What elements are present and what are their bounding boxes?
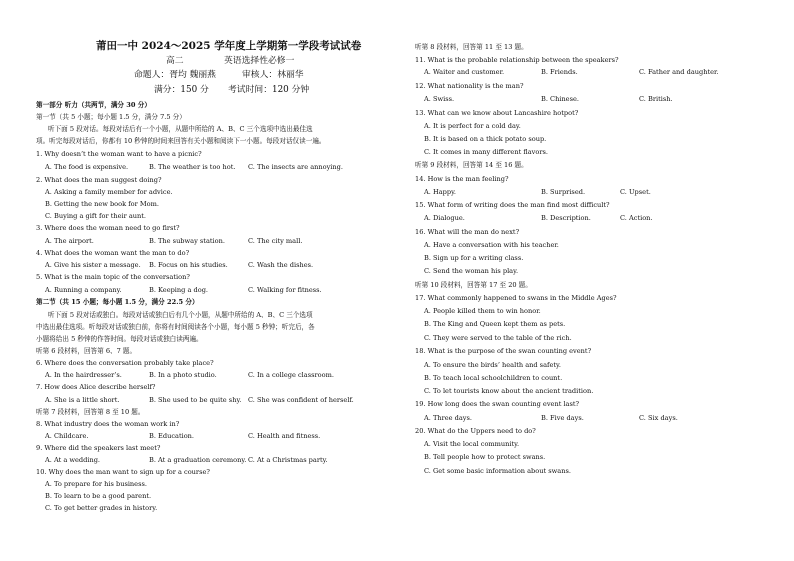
question-15-option-a[interactable]: A. Dialogue. [424, 214, 465, 222]
question-15-stem: 15. What form of writing does the man find most difficult? [415, 201, 610, 209]
question-14-option-a[interactable]: A. Happy. [424, 188, 457, 196]
question-7-option-b[interactable]: B. She used to be quite shy. [149, 396, 242, 404]
material-9-note: 听第 9 段材料，回答第 14 至 16 题。 [415, 161, 528, 169]
sec2-instruction-1: 听下面 5 段对话或独白。每段对话或独白后有几个小题，从题中所给的 A、B、C 三个选项 [48, 311, 313, 319]
question-1-stem: 1. Why doesn’t the woman want to have a picnic? [36, 150, 202, 158]
question-18-stem: 18. What is the purpose of the swan counting event? [415, 347, 592, 355]
exam-title: 莆田一中 2024～2025 学年度上学期第一学段考试试卷 [96, 40, 362, 52]
subject-label: 英语选择性必修一 [224, 56, 295, 66]
question-7-stem: 7. How does Alice describe herself? [36, 383, 156, 391]
question-8-option-c[interactable]: C. Health and fitness. [248, 432, 321, 440]
question-20-option-b[interactable]: B. Tell people how to protect swans. [424, 453, 546, 461]
question-6-option-b[interactable]: B. In a photo studio. [149, 371, 217, 379]
question-4-option-b[interactable]: B. Focus on his studies. [149, 261, 228, 269]
question-12-option-c[interactable]: C. British. [639, 95, 673, 103]
question-10-option-b[interactable]: B. To learn to be a good parent. [45, 492, 152, 500]
question-8-option-b[interactable]: B. Education. [149, 432, 195, 440]
question-1-option-a[interactable]: A. The food is expensive. [45, 163, 129, 171]
question-20-option-a[interactable]: A. Visit the local community. [424, 440, 520, 448]
question-18-option-b[interactable]: B. To teach local schoolchildren to count. [424, 374, 563, 382]
question-6-option-a[interactable]: A. In the hairdresser’s. [45, 371, 122, 379]
question-2-stem: 2. What does the man suggest doing? [36, 176, 162, 184]
question-1-option-b[interactable]: B. The weather is too hot. [149, 163, 236, 171]
question-3-option-a[interactable]: A. The airport. [45, 237, 94, 245]
material-10-note: 听第 10 段材料，回答第 17 至 20 题。 [415, 281, 532, 289]
time-label: 考试时间：120 分钟 [228, 85, 310, 95]
question-16-option-b[interactable]: B. Sign up for a writing class. [424, 254, 524, 262]
question-12-stem: 12. What nationality is the man? [415, 82, 524, 90]
question-15-option-c[interactable]: C. Action. [620, 214, 653, 222]
question-14-option-c[interactable]: C. Upset. [620, 188, 651, 196]
question-9-stem: 9. Where did the speakers last meet? [36, 444, 161, 452]
question-5-option-c[interactable]: C. Walking for fitness. [248, 286, 322, 294]
question-16-option-a[interactable]: A. Have a conversation with his teacher. [424, 241, 559, 249]
question-4-stem: 4. What does the woman want the man to do? [36, 249, 190, 257]
sec2-instruction-2: 中选出最佳选项。听每段对话或独白前，你将有时间阅读各个小题，每小题 5 秒钟；听完后，各 [36, 323, 315, 331]
question-5-option-a[interactable]: A. Running a company. [45, 286, 122, 294]
question-19-option-b[interactable]: B. Five days. [541, 414, 584, 422]
question-2-option-c[interactable]: C. Buying a gift for their aunt. [45, 212, 147, 220]
question-2-option-b[interactable]: B. Getting the new book for Mom. [45, 200, 159, 208]
question-11-option-b[interactable]: B. Friends. [541, 68, 578, 76]
question-4-option-a[interactable]: A. Give his sister a message. [45, 261, 141, 269]
question-3-option-b[interactable]: B. The subway station. [149, 237, 225, 245]
sec1-instruction-2: 项。听完每段对话后，你都有 10 秒钟的时间来回答有关小题和阅读下一小题。每段对话仅读一遍。 [36, 137, 326, 145]
question-9-option-c[interactable]: C. At a Christmas party. [248, 456, 328, 464]
material-7-note: 听第 7 段材料，回答第 8 至 10 题。 [36, 408, 145, 416]
setters-label: 命题人：胥均 魏丽燕 [134, 70, 216, 80]
question-15-option-b[interactable]: B. Description. [541, 214, 591, 222]
question-5-option-b[interactable]: B. Keeping a dog. [149, 286, 209, 294]
question-17-option-c[interactable]: C. They were served to the table of the rich. [424, 334, 572, 342]
question-10-stem: 10. Why does the man want to sign up for a course? [36, 468, 210, 476]
question-8-stem: 8. What industry does the woman work in? [36, 420, 180, 428]
material-8-note: 听第 8 段材料，回答第 11 至 13 题。 [415, 43, 528, 51]
question-1-option-c[interactable]: C. The insects are annoying. [248, 163, 343, 171]
question-10-option-a[interactable]: A. To prepare for his business. [45, 480, 147, 488]
question-18-option-a[interactable]: A. To ensure the birds’ health and safety. [424, 361, 561, 369]
question-5-stem: 5. What is the main topic of the conversation? [36, 273, 190, 281]
question-12-option-b[interactable]: B. Chinese. [541, 95, 579, 103]
question-2-option-a[interactable]: A. Asking a family member for advice. [45, 188, 173, 196]
grade-label: 高二 [166, 56, 184, 66]
sec2-instruction-3: 小题将给出 5 秒钟的作答时间。每段对话或独白读两遍。 [36, 335, 203, 343]
question-9-option-b[interactable]: B. At a graduation ceremony. [149, 456, 247, 464]
question-11-option-a[interactable]: A. Waiter and customer. [424, 68, 505, 76]
part1-heading: 第一部分 听力（共两节，满分 30 分） [36, 101, 151, 109]
question-4-option-c[interactable]: C. Wash the dishes. [248, 261, 314, 269]
question-11-stem: 11. What is the probable relationship between the speakers? [415, 56, 619, 64]
question-13-option-c[interactable]: C. It comes in many different flavors. [424, 148, 548, 156]
question-16-stem: 16. What will the man do next? [415, 228, 520, 236]
question-13-stem: 13. What can we know about Lancashire hotpot? [415, 109, 579, 117]
question-19-option-a[interactable]: A. Three days. [424, 414, 473, 422]
question-9-option-a[interactable]: A. At a wedding. [45, 456, 101, 464]
question-17-stem: 17. What commonly happened to swans in the Middle Ages? [415, 294, 617, 302]
question-17-option-a[interactable]: A. People killed them to win honor. [424, 307, 541, 315]
question-16-option-c[interactable]: C. Send the woman his play. [424, 267, 519, 275]
question-7-option-a[interactable]: A. She is a little short. [45, 396, 120, 404]
sec1-heading: 第一节（共 5 小题；每小题 1.5 分，满分 7.5 分） [36, 113, 186, 121]
question-13-option-a[interactable]: A. It is perfect for a cold day. [424, 122, 521, 130]
score-label: 满分：150 分 [154, 85, 209, 95]
question-3-stem: 3. Where does the woman need to go first? [36, 224, 180, 232]
question-14-option-b[interactable]: B. Surprised. [541, 188, 586, 196]
question-19-stem: 19. How long does the swan counting event last? [415, 400, 580, 408]
reviewer-label: 审核人：林丽华 [242, 70, 304, 80]
question-6-option-c[interactable]: C. In a college classroom. [248, 371, 334, 379]
question-14-stem: 14. How is the man feeling? [415, 175, 509, 183]
question-6-stem: 6. Where does the conversation probably take place? [36, 359, 214, 367]
question-20-stem: 20. What do the Uppers need to do? [415, 427, 536, 435]
question-11-option-c[interactable]: C. Father and daughter. [639, 68, 719, 76]
question-18-option-c[interactable]: C. To let tourists know about the ancient tradition. [424, 387, 594, 395]
question-7-option-c[interactable]: C. She was confident of herself. [248, 396, 354, 404]
question-3-option-c[interactable]: C. The city mall. [248, 237, 303, 245]
question-13-option-b[interactable]: B. It is based on a thick potato soup. [424, 135, 547, 143]
sec1-instruction-1: 听下面 5 段对话。每段对话后有一个小题，从题中所给的 A、B、C 三个选项中选出最佳选 [48, 125, 313, 133]
sec2-heading: 第二节（共 15 小题；每小题 1.5 分，满分 22.5 分） [36, 298, 199, 306]
question-8-option-a[interactable]: A. Childcare. [45, 432, 89, 440]
question-12-option-a[interactable]: A. Swiss. [424, 95, 455, 103]
material-6-note: 听第 6 段材料，回答第 6、7 题。 [36, 347, 137, 355]
question-10-option-c[interactable]: C. To get better grades in history. [45, 504, 158, 512]
question-19-option-c[interactable]: C. Six days. [639, 414, 678, 422]
question-20-option-c[interactable]: C. Get some basic information about swans. [424, 467, 571, 475]
question-17-option-b[interactable]: B. The King and Queen kept them as pets. [424, 320, 566, 328]
